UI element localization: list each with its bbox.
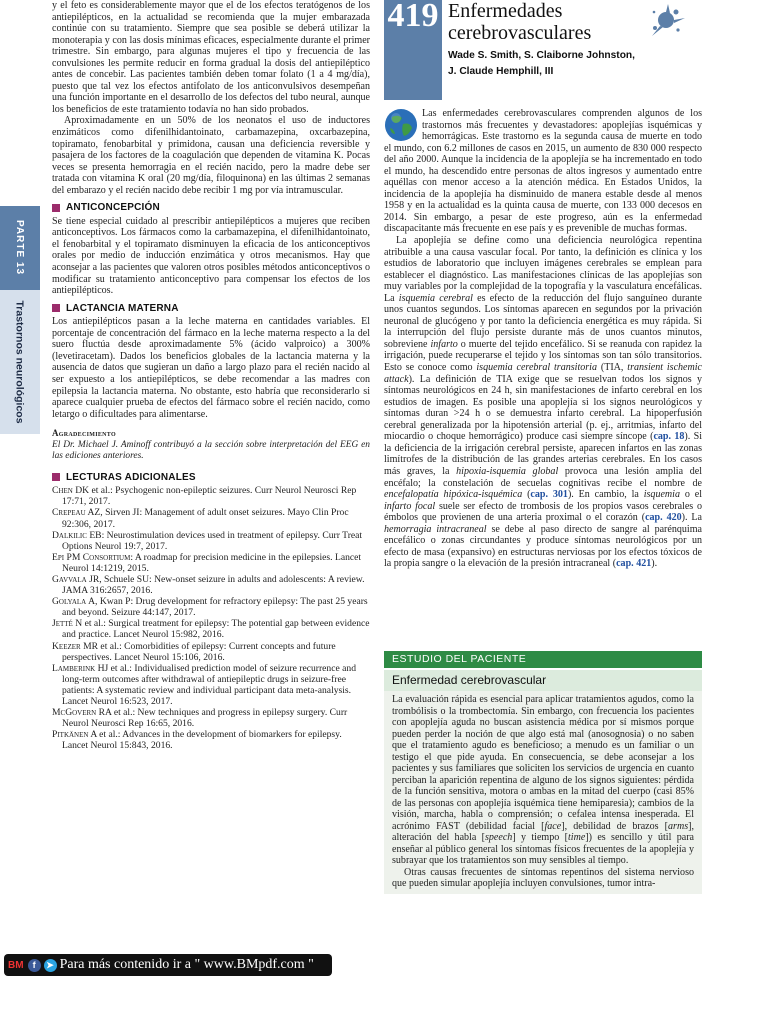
reference-item: Chen DK et al.: Psychogenic non-epileptic seizures. Curr Neurol Neurosci Rep 17:71, 2017. [52,485,357,508]
telegram-icon[interactable]: ➤ [44,959,57,972]
acknowledgment-text: El Dr. Michael J. Aminoff contribuyó a la sección sobre interpretación del EEG en las ediciones anteriores. [52,439,370,461]
paragraph: Los antiepilépticos pasan a la leche materna en cantidades variables. El porcentaje de concentración del fármaco en la leche materna respecto a la del suero fluctúa desde aproximadamente 5% (ácido valproico) a 300% (levetiracetam). Dados los beneficios globales de la lactancia materna y la ausencia de datos que sugieran un daño a largo plazo para el recién nacido al ser expuesto a los antiepilépticos, se debe recomendar a las madres con epilepsia la lactancia materna. No obstante, esto habría que reconsiderarlo si aparece cualquier prueba de efectos del fármaco sobre el recién nacido, como letargo o dificultades para alimentarse. [52,316,370,420]
chapter-authors: Wade S. Smith, S. Claiborne Johnston, J. Claude Hemphill, III [448,50,635,77]
paragraph: Se tiene especial cuidado al prescribir antiepilépticos a mujeres que reciben anticonceptivos. Los fármacos como la carbamazepina, el difenilhidantoinato, el fenobarbital y el topiramato disminuyen la eficacia de los anticonceptivos orales por medio de inducción enzimática y otros mecanismos. Hay que aconsejar a las pacientes que valoren otros posibles métodos anticonceptivos o modificar su tratamiento anticonceptivo para compensar los efectos de los antiepilépticos. [52,215,370,297]
paragraph: Otras causas frecuentes de síntomas repentinos del sistema nervioso que pueden simular apoplejía incluyen convulsiones, tumor intra- [392,866,694,889]
section-heading-further-reading: LECTURAS ADICIONALES [52,472,370,484]
square-bullet-icon [52,304,60,312]
reference-item: McGovern RA et al.: New techniques and progress in epilepsy surgery. Curr Neurol Neurosci Rep 16:65, 2016. [52,707,348,730]
part-label: PARTE 13 [14,219,26,275]
section-heading-contraception: ANTICONCEPCIÓN [52,202,370,214]
chapter-reference-link[interactable]: cap. 420 [645,512,682,524]
reference-item: Lamberink HJ et al.: Individualised prediction model of seizure recurrence and long-term outcomes after withdrawal of antiepileptic drugs in seizure-free patients: A systematic review and individual participant data meta-analysis. Lancet Neurol 16:523, 2017. [52,662,357,708]
reference-item: Pitkänen A et al.: Advances in the development of biomarkers for epilepsy. Lancet Neurol 15:843, 2016. [52,729,342,752]
section-heading-breastfeeding: LACTANCIA MATERNA [52,303,370,315]
banner-text: Para más contenido ir a " www.BMpdf.com " [59,957,314,972]
patient-study-box [384,651,702,894]
study-box-heading: ESTUDIO DEL PACIENTE [384,651,702,668]
paragraph: y el feto es considerablemente mayor que el de los efectos teratógenos de los antiepilépticos, en la actualidad se recomienda que la mujer embarazada continúe con su tratamiento. Siempre que sea posible se deberá utilizar la monoterapia y con las dosis mínimas eficaces, especialmente durante el primer trimestre. Sin embargo, para algunas mujeres el tipo y frecuencia de las convulsiones les permite reducir en forma gradual la dosis del antiepiléptico antes de concebir. Las pacientes también deben tomar folato (1 a 4 mg/día), puesto que tal vez los efectos antifolato de los anticonvulsivos desempeñan una función importante en el desarrollo de los defectos del tubo neural, aunque los beneficios de este tratamiento todavía no han sido probados. [52,0,370,115]
banner-icons [8,959,60,972]
chapter-header [384,0,702,100]
chapter-reference-link[interactable]: cap. 421 [616,558,652,570]
acknowledgment-heading: Agradecimiento [52,428,116,439]
chapter-reference-link[interactable]: cap. 18 [653,431,685,443]
chapter-reference-link[interactable]: cap. 301 [530,489,568,501]
reference-item: Jetté N et al.: Surgical treatment for epilepsy: The potential gap between evidence and practice. Lancet Neurol 15:982, 2016. [52,618,370,641]
chapter-number: 419 [384,0,442,40]
paragraph: La apoplejía se define como una deficiencia neurológica repentina atribuible a una causa vascular focal. Por tanto, la definición es clínica y los estudios de laboratorio que incluyen imágenes cerebrales se emplean para establecer el diagnóstico. Las manifestaciones clínicas de las apoplejías son muy variables por la complejidad de la topografía y la vasculatura encefálicas. La isquemia cerebral es efecto de la reducción del flujo sanguíneo durante unos cuantos segundos. Los síntomas aparecen en segundos por la privación neuronal de glucógeno y por tanto la deficiencia energética es muy rápida. Si la interrupción del flujo persiste durante más de unos cuantos minutos, sobreviene infarto o muerte del tejido encefálico. Si se reanuda con rapidez la irrigación, puede recuperarse el tejido y los síntomas son tan sólo transitorios. Esto se conoce como isquemia cerebral transitoria (TIA, transient ischemic attack). La definición de TIA exige que se resuelvan todos los signos y síntomas neurológicos en 24 h, sin manifestaciones de infarto cerebral en los estudios de imagen. Es posible una apoplejía si los signos neurológicos y síntomas duran >24 h o se demuestra infarto cerebral. La hipoperfusión cerebral generalizada por la hipotensión arterial (p. ej., arritmias, infarto del miocardio o choque hemorrágico) produce casi siempre síncope (cap. 18). Si la deficiencia de la irrigación cerebral persiste, aparecen infartos en las zonas limítrofes de la distribución de las grandes arterias cerebrales. En los casos más graves, la hipoxia-isquemia global provoca una lesión amplia del encéfalo; la constelación de secuelas cognitivas recibe el nombre de encefalopatía hipóxica-isquémica (cap. 301). En cambio, la isquemia o el infarto focal suele ser efecto de trombosis de los propios vasos cerebrales o émbolos que provienen de una arteria proximal o el corazón (cap. 420). La hemorragia intracraneal se debe al paso directo de sangre al parénquima encefálico o zonas circundantes y produce síntomas neurológicos por un efecto de masa (expansivo) en estructuras nerviosas por los efectos tóxicos de la propia sangre o la elevación de la presión intracraneal (cap. 421). [384,235,703,570]
left-column [52,0,370,751]
square-bullet-icon [52,204,60,212]
reference-item: Gavvala JR, Schuele SU: New-onset seizure in adults and adolescents: A review. JAMA 316:2657, 2016. [52,573,365,597]
paragraph: La evaluación rápida es esencial para aplicar tratamientos agudos, como la trombólisis o la trombectomía. Sin embargo, con frecuencia los pacientes con apoplejía aguda no buscan asistencia médica por sí mismos porque pueden perder la noción de que algo está mal (anosognosia) o no saben que el tratamiento agudo es beneficioso; a menudo es un familiar o un testigo el que pide ayuda. En consecuencia, se debe aconsejar a los pacientes y sus familiares que soliciten los servicios de urgencia en cuanto perciban la aparición repentina de alguno de los signos siguientes: pérdida de la función sensitiva, motora o ambas en la mitad del cuerpo (casi 85% de las personas con apoplejía isquémica tiene hemiparesia); cambios de la visión, marcha, habla o comprensión; o cefalea intensa inesperada. El acrónimo FAST (debilidad facial [face], debilidad de brazos [arms], alteración del habla [speech] y tiempo [time]) es sencillo y útil para enseñar al público general los síntomas físicos frecuentes de la apoplejía y subrayar que los tratamientos son muy sensibles al tiempo. [392,694,695,866]
chapter-title: Enfermedades cerebrovasculares [448,0,592,44]
section-label: Trastornos neurológicos [0,290,40,434]
logo-icon: BM [8,959,24,971]
paragraph: Aproximadamente en un 50% de los neonatos el uso de inductores enzimáticos como difenilhidantoinato, carbamazepina, oxcarbazepina, topiramato, fenobarbital y primidona, causan una deficiencia reversible y pasajera de los factores de la coagulación que dependen de vitamina K. Pocas veces se presenta hemorragia en el recién nacido, pero la madre debe ser tratada con vitamina K oral (20 mg/día, filoquinona) en las últimas 2 semanas del embarazo y el recién nacido debe recibir 1 mg por vía intramuscular. [52,115,370,196]
ink-splash-icon [646,4,686,40]
reference-item: Crepeau AZ, Sirven JI: Management of adult onset seizures. Mayo Clin Proc 92:306, 2017. [52,507,349,530]
reference-item: Golyala A, Kwan P: Drug development for refractory epilepsy: The past 25 years and beyond. Seizure 44:147, 2017. [52,596,368,619]
right-column [384,108,702,570]
paragraph: Las enfermedades cerebrovasculares comprenden algunos de los trastornos más frecuentes y devastadores: apoplejías isquémicas y hemorrágicas. Este trastorno es la segunda causa de muerte en todo el mundo, con 6.2 millones de casos en 2015, un aumento de 830 000 respecto del año 2000. Aunque la incidencia de la apoplejía se ha incrementado en todo el mundo, ha descendido entre personas de altos ingresos y aumentado entre aquéllas con menor acceso a la atención médica. En Estados Unidos, la incidencia de la apoplejía ha disminuido de manera estable desde al menos 1958 y en la actualidad es la quinta causa de muerte, con 133 000 decesos en 2014. Sin embargo, a pesar de este progreso, aún es la enfermedad discapacitante más frecuente en ese país y es prevenible de muchas formas. [384,108,702,235]
facebook-icon[interactable]: f [28,959,41,972]
footer-banner[interactable] [4,954,332,976]
globe-icon [384,108,418,142]
reference-item: Epi PM Consortium: A roadmap for precision medicine in the epilepsies. Lancet Neurol 14:1219, 2015. [52,551,362,574]
reference-item: Keezer MR et al.: Comorbidities of epilepsy: Current concepts and future perspectives. Lancet Neurol 15:106, 2016. [52,640,336,663]
part-side-tab [0,206,40,434]
study-box-body [384,691,702,894]
square-bullet-icon [52,473,60,481]
reference-item: Dalkilic EB: Neurostimulation devices used in treatment of epilepsy. Curr Treat Options Neurol 19:7, 2017. [52,529,363,552]
reference-list [52,485,370,751]
study-box-subtitle: Enfermedad cerebrovascular [384,670,702,691]
